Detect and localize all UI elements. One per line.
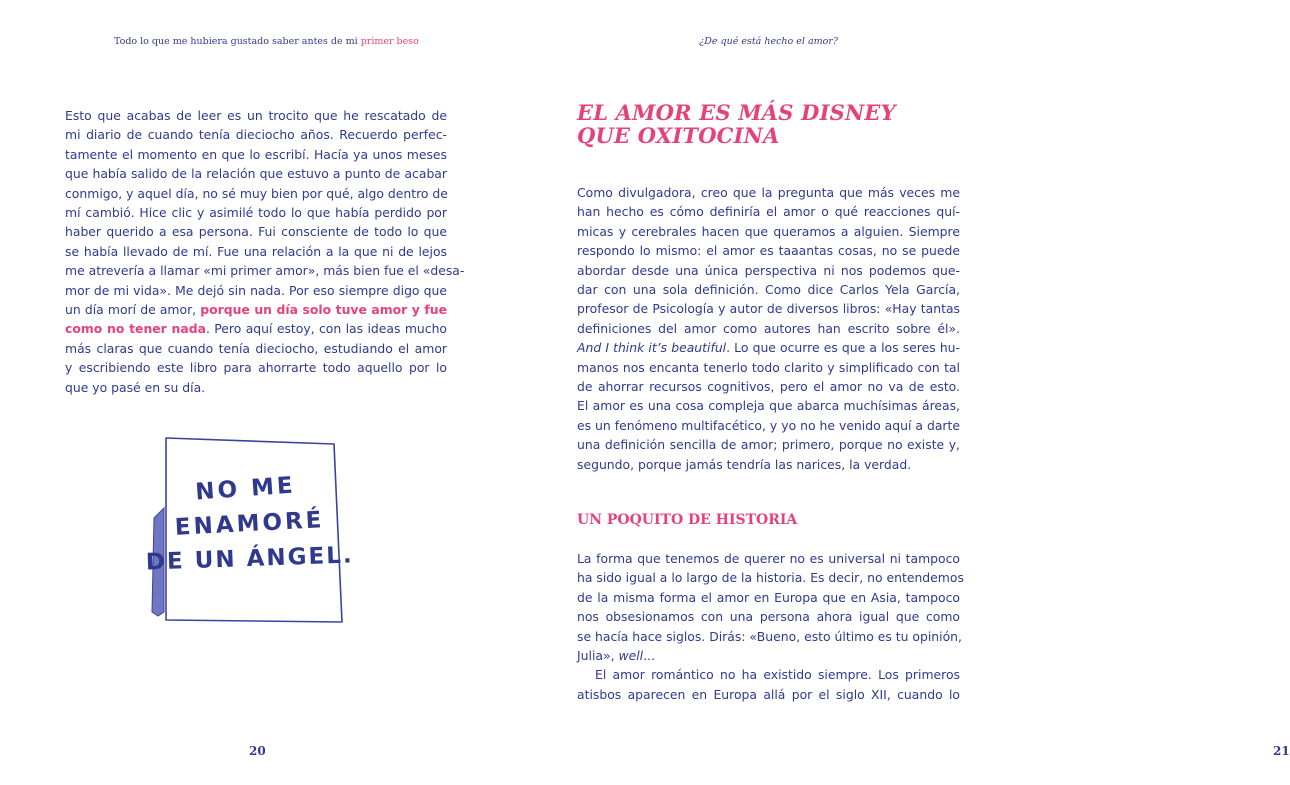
running-head-text: Todo lo que me hubiera gustado saber antes de mi bbox=[114, 36, 361, 47]
text-line: me atrevería a llamar «mi primer amor», más bien fue el «desa- bbox=[65, 263, 465, 279]
text-line: tamente el momento en que lo escribí. Hacía ya unos meses bbox=[65, 146, 447, 162]
chapter-title-line: EL AMOR ES MÁS DISNEY bbox=[577, 100, 896, 125]
text-line: de ahorrar recursos cognitivos, pero el amor no va de esto. bbox=[577, 379, 960, 395]
italic-phrase: And I think it’s beautiful bbox=[577, 340, 727, 356]
chapter-title-line: QUE OXITOCINA bbox=[577, 123, 780, 148]
highlighted-quote: porque un día solo tuve amor y fue bbox=[200, 302, 447, 318]
text-line: una definición sencilla de amor; primero, porque no existe y, bbox=[577, 437, 960, 453]
chapter-title bbox=[577, 101, 896, 147]
page-number-right: 21 bbox=[1273, 744, 1290, 758]
text-line: segundo, porque jamás tendría las narices, la verdad. bbox=[577, 456, 912, 472]
text-line: manos nos encanta tenerlo todo clarito y simplificado con tal bbox=[577, 359, 960, 375]
text-line: de la misma forma el amor en Europa que en Asia, tampoco bbox=[577, 589, 960, 605]
running-head-right: ¿De qué está hecho el amor? bbox=[699, 36, 838, 47]
note-line-3: DE UN ÁNGEL. bbox=[145, 542, 355, 576]
text-line: La forma que tenemos de querer no es universal ni tampoco bbox=[577, 551, 960, 566]
left-page bbox=[0, 0, 512, 785]
note-line-2: ENAMORÉ bbox=[174, 507, 326, 541]
text-line: se hacía hace siglos. Dirás: «Bueno, esto último es tu opinión, bbox=[577, 628, 962, 644]
text-line: mí cambió. Hice clic y asimilé todo lo que había perdido por bbox=[65, 205, 447, 221]
text-line: El amor es una cosa compleja que abarca muchísimas áreas, bbox=[577, 398, 960, 414]
text-line: mor de mi vida». Me dejó sin nada. Por eso siempre digo que bbox=[65, 282, 447, 298]
text-line bbox=[577, 646, 960, 665]
note-line-1: NO ME bbox=[194, 472, 297, 506]
text-line: respondo lo mismo: el amor es taaantas cosas, no se puede bbox=[577, 243, 960, 259]
text-line: ha sido igual a lo largo de la historia. Es decir, no entendemos bbox=[577, 570, 964, 586]
text-line: atisbos aparecen en Europa allá por el siglo XII, cuando lo bbox=[577, 686, 960, 702]
text-segment: un día morí de amor, bbox=[65, 302, 201, 318]
running-head-left bbox=[114, 36, 419, 47]
text-line: y escribiendo este libro para ahorrarte todo aquello por lo bbox=[65, 360, 447, 376]
text-line: que había salido de la relación que estuvo a punto de acabar bbox=[65, 166, 447, 182]
history-paragraph bbox=[577, 549, 964, 704]
text-line: Como divulgadora, creo que la pregunta que más veces me bbox=[577, 185, 960, 200]
text-line: micas y cerebrales hacen que queramos a alguien. Siempre bbox=[577, 223, 960, 239]
intro-paragraph bbox=[577, 183, 960, 474]
text-line: nos obsesionamos con una persona ahora igual que como bbox=[577, 609, 960, 625]
text-line bbox=[65, 319, 447, 338]
italic-phrase: well bbox=[618, 648, 644, 664]
text-line: conmigo, y aquel día, no sé muy bien por qué, algo dentro de bbox=[65, 185, 448, 201]
text-line: haber querido a esa persona. Fui consciente de todo lo que bbox=[65, 224, 447, 240]
highlighted-quote: como no tener nada bbox=[65, 321, 206, 337]
text-line: profesor de Psicología y autor de diversos libros: «Hay tantas bbox=[577, 301, 960, 317]
text-segment: Julia», bbox=[577, 648, 619, 664]
text-line: dar con una sola definición. Como dice Carlos Yela García, bbox=[577, 282, 960, 298]
text-line: mi diario de cuando tenía dieciocho años. Recuerdo perfec- bbox=[65, 127, 447, 143]
text-line: Esto que acabas de leer es un trocito que he rescatado de bbox=[65, 108, 447, 123]
text-line: se había llevado de mí. Fue una relación a la que ni de lejos bbox=[65, 243, 447, 259]
section-title: UN POQUITO DE HISTORIA bbox=[577, 512, 798, 528]
text-line: abordar desde una única perspectiva ni nos podemos que- bbox=[577, 262, 960, 278]
text-line: definiciones del amor como autores han escrito sobre él». bbox=[577, 320, 960, 336]
hand-drawn-note-illustration bbox=[146, 436, 356, 646]
left-paragraph bbox=[65, 106, 465, 397]
text-line bbox=[577, 338, 960, 357]
text-segment: ... bbox=[643, 648, 655, 664]
text-line: El amor romántico no ha existido siempre. Los primeros bbox=[595, 667, 960, 683]
text-line: han hecho es cómo definiría el amor o qué reacciones quí- bbox=[577, 204, 960, 220]
running-head-highlight: primer beso bbox=[360, 36, 419, 47]
page-number-left: 20 bbox=[249, 744, 266, 758]
text-segment: . Pero aquí estoy, con las ideas mucho bbox=[205, 321, 447, 337]
text-segment: . Lo que ocurre es que a los seres hu- bbox=[726, 340, 960, 356]
text-line: que yo pasé en su día. bbox=[65, 379, 206, 395]
text-line: es un fenómeno multifacético, y yo no he venido aquí a darte bbox=[577, 417, 960, 433]
text-line: más claras que cuando tenía dieciocho, estudiando el amor bbox=[65, 340, 447, 356]
text-line bbox=[65, 300, 447, 319]
